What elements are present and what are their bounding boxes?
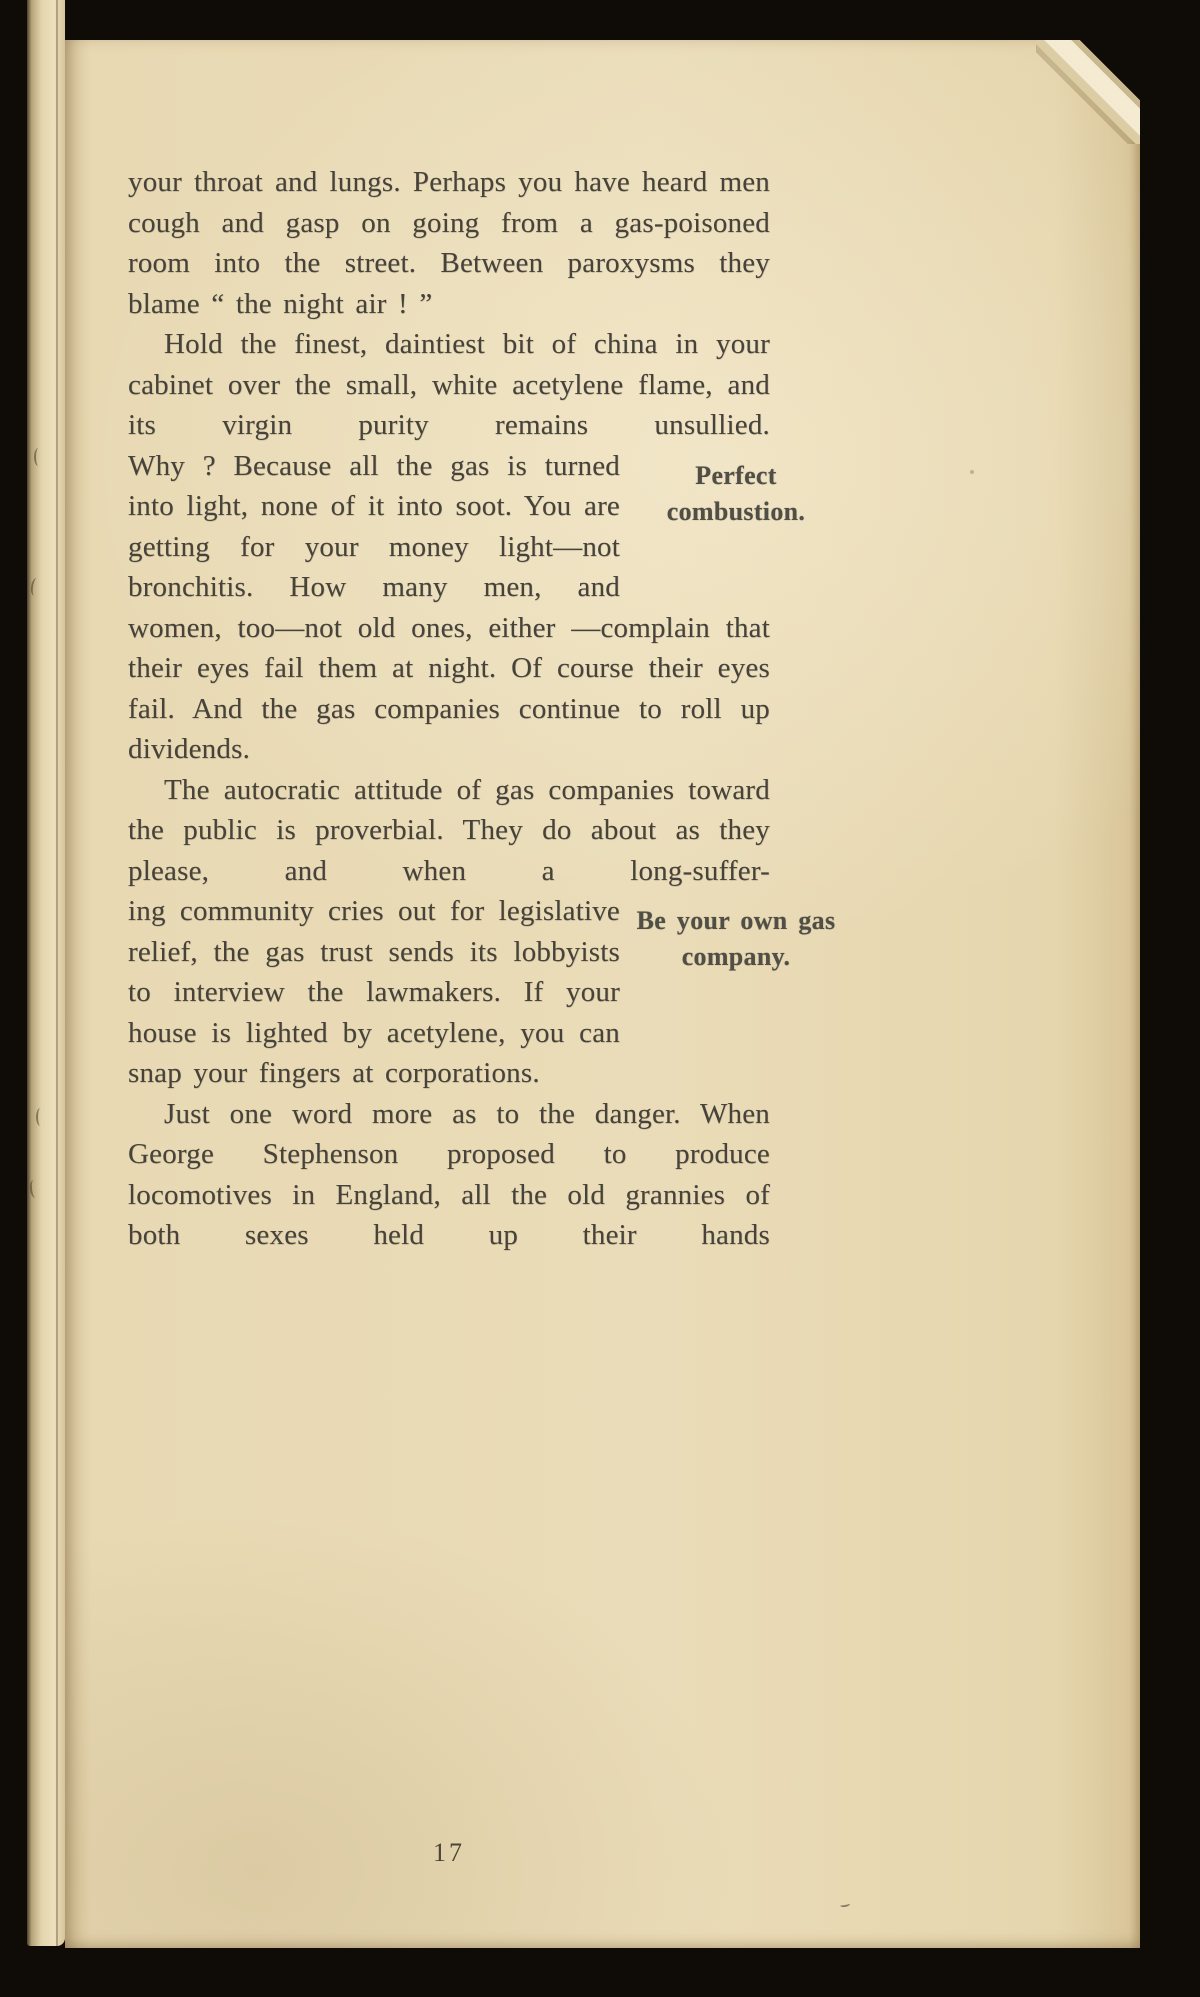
margin-note-be-your-own-gas-company: Be your own gas company. [636,906,836,971]
book-page [65,40,1140,1948]
spine-mark [30,577,41,596]
spine-mark [34,448,43,466]
paragraph-2-body [128,446,806,770]
paragraph-text: Why ? Because all the gas is turned into light, none of it into soot. You are getting for your money light—not bronchitis. How many men, and women, too—not old ones, either —complain that their eyes fail them at night. Of course their eyes fail. And the gas companies continue to roll up dividends. [128,449,770,765]
book-gutter-edge [27,0,65,1946]
paragraph-3-body [128,891,836,1094]
margin-note-perfect-combustion: Perfect combustion. [666,460,806,526]
paragraph-2-lead: Hold the finest, daintiest bit of china in your cabinet over the small, white acetylene flame, and its virgin purity remains unsullied. [128,328,770,441]
folded-corner [1036,40,1140,144]
paragraph-text: ing community cries out for legislative relief, the gas trust sends its lobbyists to interview the lawmakers. If your house is lighted by acetylene, you can snap your fingers at corporations. [128,895,620,1089]
spine-mark [29,1180,40,1199]
paragraph-3-lead: The autocratic attitude of gas companies toward the public is proverbial. They do about as they please, and when a long-suffer- [128,773,770,887]
ink-speck [970,470,974,474]
paragraph-continued-from-previous-page: your throat and lungs. Perhaps you have heard men cough and gasp on going from a gas-poisoned room into the street. Between paroxysms they blame “ the night air ! ” [128,166,770,320]
spine-mark [36,1108,45,1126]
ink-speck [840,1901,851,1908]
paragraph-4-continues-next-page: Just one word more as to the danger. When George Stephenson proposed to produce locomotives in England, all the old grannies of both sexes held up their hands [128,1097,770,1251]
page-number: 17 [433,1838,465,1867]
text-block [128,162,836,1256]
